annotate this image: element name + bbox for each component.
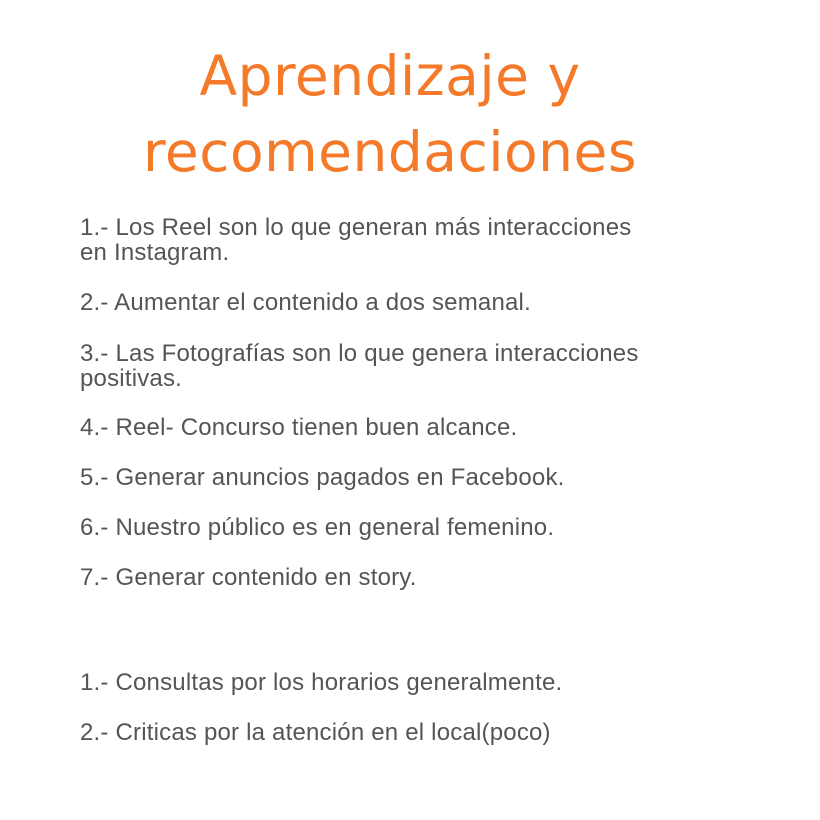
learning-item-text: 2.- Aumentar el contenido a dos semanal. <box>80 289 531 316</box>
learning-item-text: 1.- Los Reel son lo que generan más interacciones <box>80 214 632 241</box>
learning-item-text: 6.- Nuestro público es en general femenino. <box>80 514 555 541</box>
feedback-item-text: 2.- Criticas por la atención en el local(poco) <box>80 719 551 746</box>
learning-item-2 <box>80 290 780 315</box>
learning-item-text-cont: positivas. <box>80 365 183 392</box>
learning-item-1 <box>80 215 780 265</box>
learning-item-4 <box>80 415 780 440</box>
learning-item-7 <box>80 565 780 590</box>
page-title <box>0 38 780 190</box>
learning-item-text-cont: en Instagram. <box>80 239 230 266</box>
feedback-item-text: 1.- Consultas por los horarios generalmente. <box>80 669 563 696</box>
learning-item-3 <box>80 341 780 391</box>
learning-item-6 <box>80 515 780 540</box>
learning-item-text: 3.- Las Fotografías son lo que genera interacciones <box>80 340 639 367</box>
learning-item-text: 4.- Reel- Concurso tienen buen alcance. <box>80 414 518 441</box>
feedback-item-2 <box>80 720 780 745</box>
learning-item-text: 5.- Generar anuncios pagados en Facebook. <box>80 464 565 491</box>
learning-item-5 <box>80 465 780 490</box>
feedback-item-1 <box>80 670 780 695</box>
title-line-2: recomendaciones <box>142 120 638 184</box>
title-line-1: Aprendizaje y <box>199 44 581 108</box>
learning-item-text: 7.- Generar contenido en story. <box>80 564 417 591</box>
